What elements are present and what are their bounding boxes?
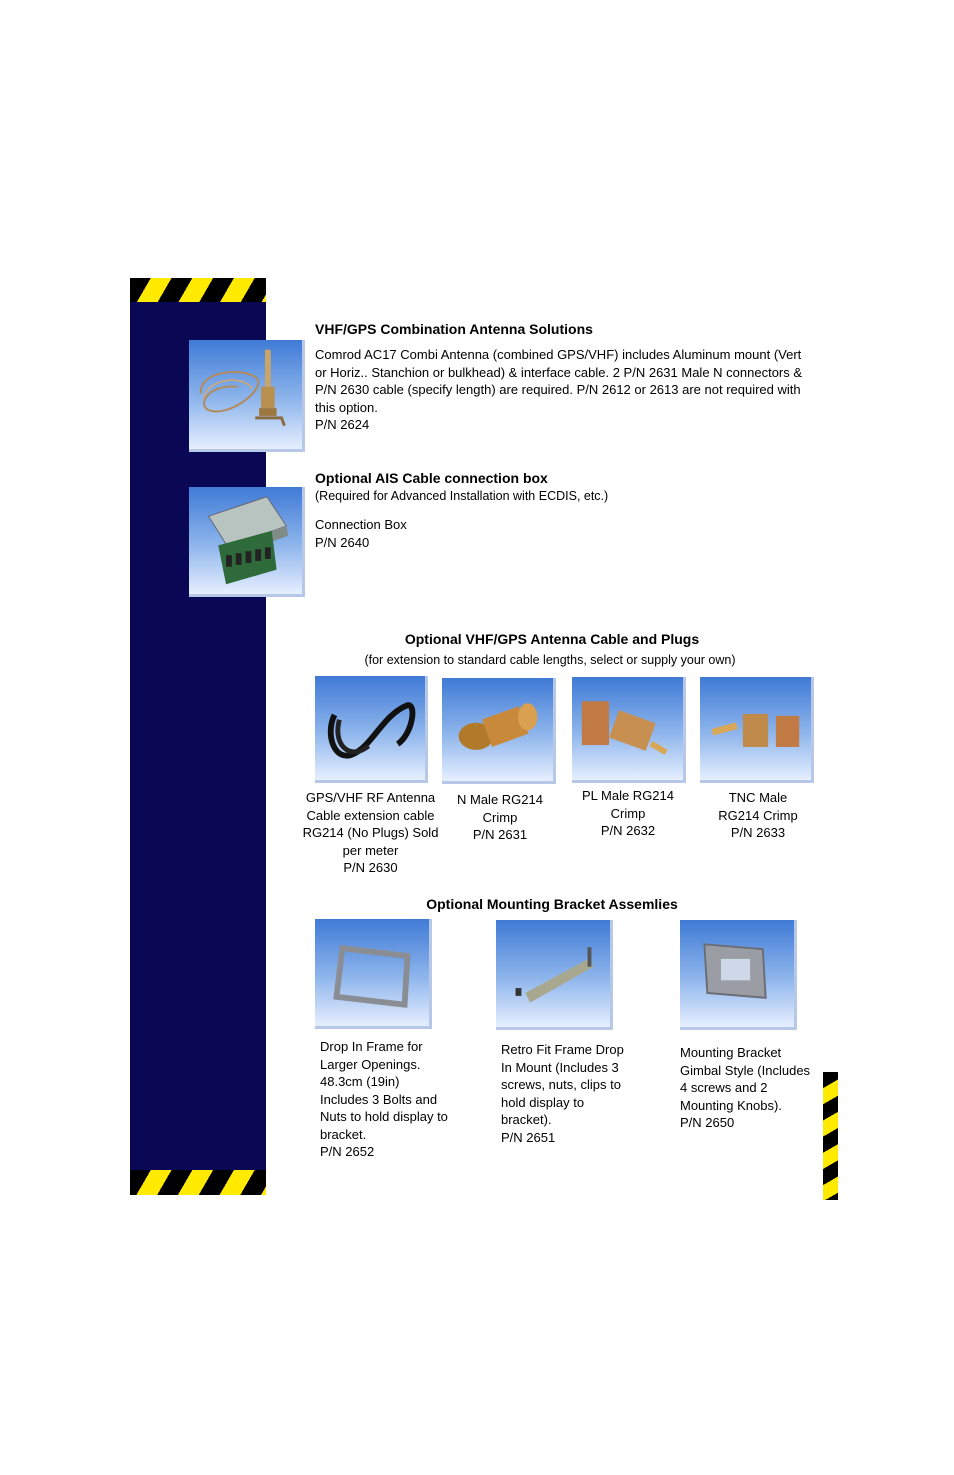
gimbal-bracket-text: Mounting Bracket Gimbal Style (Includes 4 screws and 2 Mounting Knobs). bbox=[680, 1045, 811, 1113]
cables-subtitle: (for extension to standard cable lengths, select or supply your own) bbox=[364, 653, 736, 667]
ais-title: Optional AIS Cable connection box bbox=[315, 470, 548, 486]
ais-subtitle: (Required for Advanced Installation with ECDIS, etc.) bbox=[315, 489, 609, 503]
n-connector-photo bbox=[442, 678, 556, 784]
tnc-connector-pn: P/N 2633 bbox=[730, 825, 786, 840]
combi-title: VHF/GPS Combination Antenna Solutions bbox=[315, 321, 593, 337]
cable-item-caption bbox=[298, 789, 443, 877]
retro-fit-frame-caption bbox=[501, 1041, 631, 1146]
tnc-connector-photo bbox=[700, 677, 814, 783]
tnc-connector-caption bbox=[708, 789, 808, 842]
retro-fit-frame-photo bbox=[496, 920, 613, 1030]
gimbal-bracket-caption bbox=[680, 1044, 820, 1132]
hazard-stripe-bottom bbox=[130, 1170, 266, 1195]
brackets-title: Optional Mounting Bracket Assemlies bbox=[426, 896, 678, 912]
tnc-connector-text: TNC Male RG214 Crimp bbox=[718, 790, 798, 823]
combi-body bbox=[315, 346, 805, 434]
antenna-photo bbox=[189, 340, 305, 452]
retro-fit-frame-text: Retro Fit Frame Drop In Mount (Includes 3 screws, nuts, clips to hold display to bracket). bbox=[501, 1042, 624, 1127]
pl-connector-text: PL Male RG214 Crimp bbox=[581, 788, 674, 821]
ais-box-name: Connection Box bbox=[315, 517, 407, 532]
drop-in-frame-caption bbox=[320, 1038, 448, 1161]
connection-box-photo bbox=[189, 487, 305, 597]
pl-connector-caption bbox=[575, 787, 681, 840]
ais-part-number: P/N 2640 bbox=[315, 534, 370, 550]
n-connector-pn: P/N 2631 bbox=[472, 827, 528, 842]
cable-item-pn: P/N 2630 bbox=[343, 860, 398, 875]
pl-connector-pn: P/N 2632 bbox=[600, 823, 656, 838]
drop-in-frame-photo bbox=[315, 919, 432, 1029]
n-connector-text: N Male RG214 Crimp bbox=[457, 792, 543, 825]
combi-part-number: P/N 2624 bbox=[315, 417, 370, 432]
hazard-stripe-right bbox=[823, 1072, 838, 1200]
drop-in-frame-pn: P/N 2652 bbox=[320, 1144, 375, 1159]
hazard-stripe-top bbox=[130, 278, 266, 302]
ais-body bbox=[315, 516, 407, 551]
combi-description: Comrod AC17 Combi Antenna (combined GPS/VHF) includes Aluminum mount (Vert or Horiz.. Stanchion or bulkhead) & interface cable. 2 P/N 2631 Male N connectors & P/N 2630 cable (specify length) are required. P/N 2612 or 2613 are not required with this option. bbox=[315, 347, 803, 415]
gimbal-bracket-pn: P/N 2650 bbox=[680, 1115, 735, 1130]
n-connector-caption bbox=[445, 791, 555, 844]
drop-in-frame-text: Drop In Frame for Larger Openings. 48.3cm (19in) Includes 3 Bolts and Nuts to hold display to bracket. bbox=[320, 1039, 448, 1142]
cable-item-text: GPS/VHF RF Antenna Cable extension cable RG214 (No Plugs) Sold per meter bbox=[302, 790, 439, 858]
retro-fit-frame-pn: P/N 2651 bbox=[501, 1129, 556, 1145]
pl-connector-photo bbox=[572, 677, 686, 783]
cables-title: Optional VHF/GPS Antenna Cable and Plugs bbox=[404, 631, 700, 647]
cable-photo bbox=[315, 676, 428, 783]
gimbal-bracket-photo bbox=[680, 920, 797, 1030]
